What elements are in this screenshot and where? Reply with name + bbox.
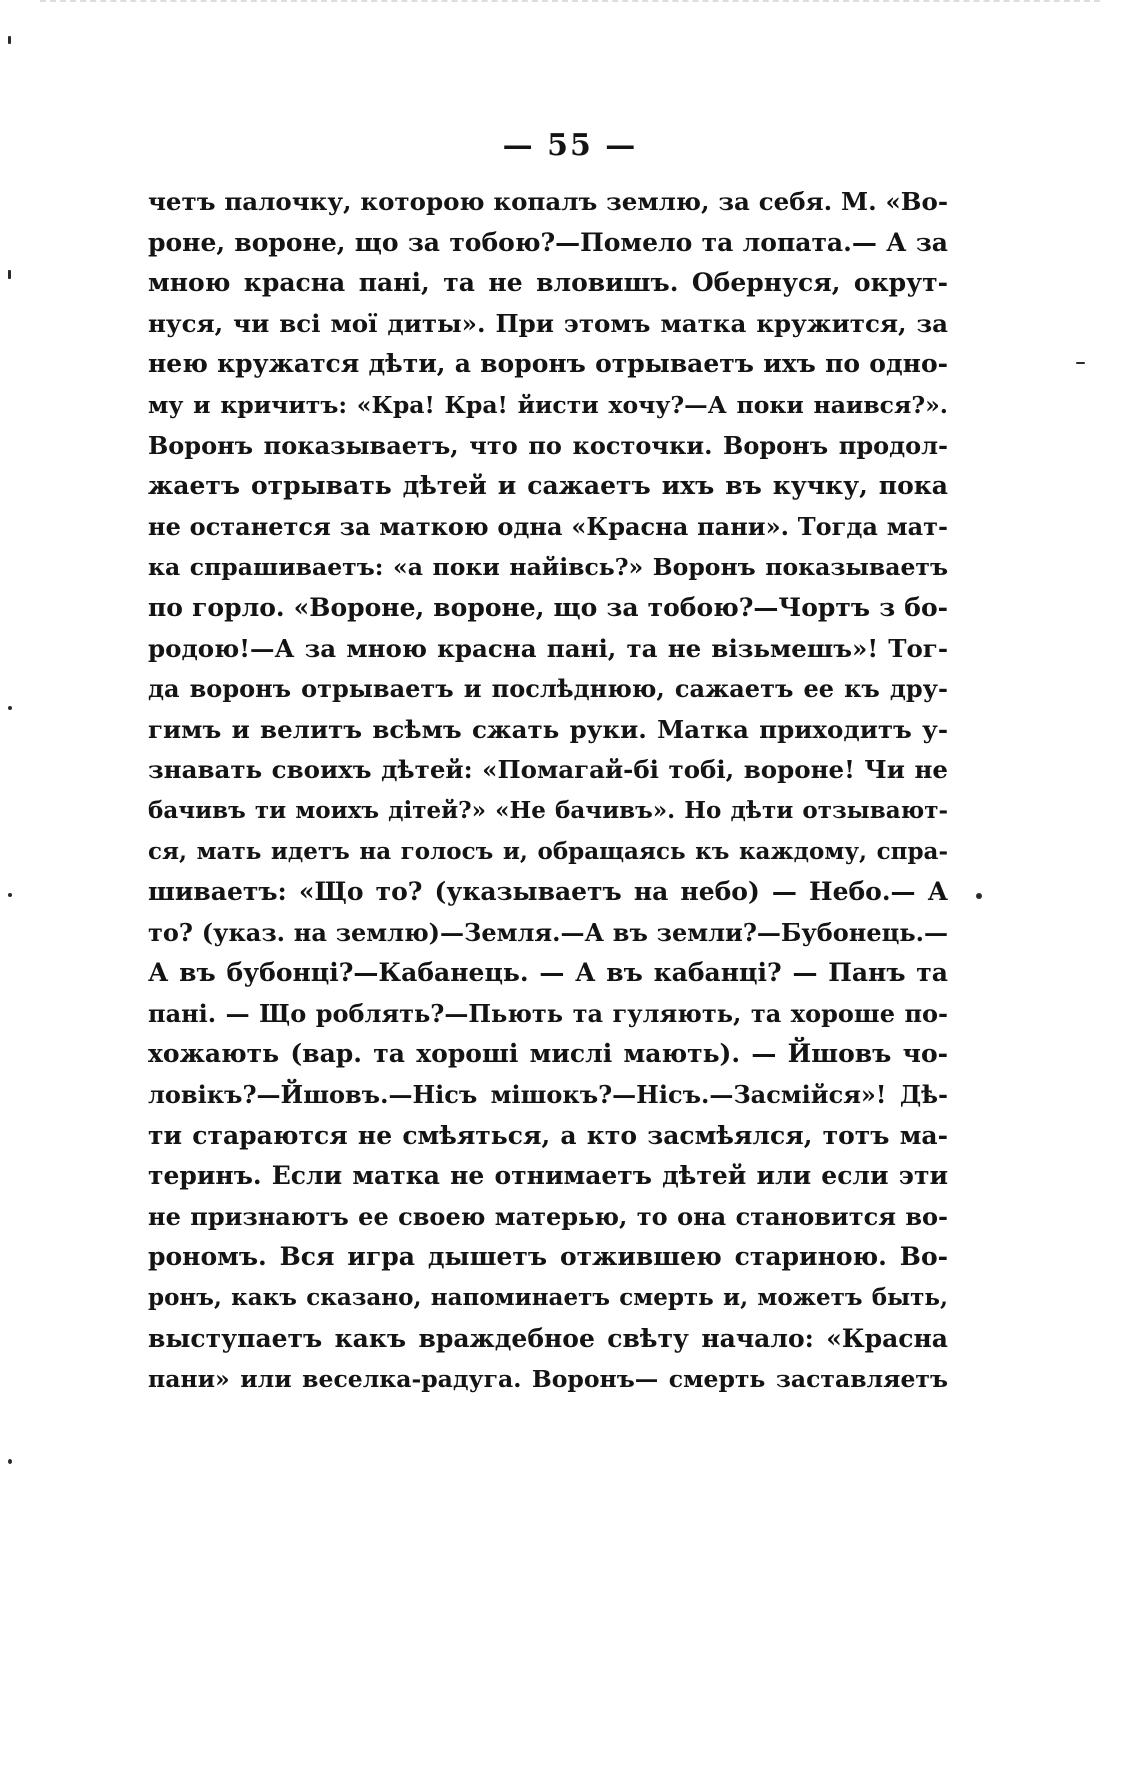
text-line: рономъ. Вся игра дышетъ отжившею стариною. Во- (148, 1242, 948, 1272)
text-line: теринъ. Если матка не отнимаетъ дѣтей или если эти (148, 1161, 948, 1191)
text-line: знавать своихъ дѣтей: «Помагай-бі тобі, вороне! Чи не (148, 755, 948, 785)
text-line: шиваетъ: «Що то? (указываетъ на небо) — Небо.— А (148, 877, 948, 907)
scan-speck (8, 893, 12, 897)
text-line: хожають (вар. та хороші мислі мають). — Йшовъ чо- (148, 1039, 948, 1069)
text-line: ка спрашиваетъ: «а поки найівсь?» Воронъ показываетъ (148, 553, 948, 582)
text-line: гимъ и велитъ всѣмъ сжать руки. Матка приходитъ у- (148, 714, 948, 744)
text-line: нею кружатся дѣти, а воронъ отрываетъ ихъ по одно- (148, 349, 948, 379)
text-line: роне, вороне, що за тобою?—Помело та лопата.— А за (148, 227, 948, 257)
text-line: не останется за маткою одна «Красна пани». Тогда мат- (148, 511, 948, 541)
text-line: выступаетъ какъ враждебное свѣту начало: «Красна (148, 1323, 948, 1353)
scan-speck (8, 1459, 12, 1464)
text-line: ронъ, какъ сказано, напоминаетъ смерть и, можетъ быть, (148, 1284, 948, 1312)
text-line: четъ палочку, которою копалъ землю, за себя. М. «Во- (148, 187, 948, 216)
text-line: пани» или веселка-радуга. Воронъ— смерть заставляетъ (148, 1365, 948, 1394)
scan-speck (8, 270, 11, 279)
scan-edge (40, 0, 1100, 8)
text-line: Воронъ показываетъ, что по косточки. Воронъ продол- (148, 430, 948, 460)
text-line: А въ бубонці?—Кабанець. — А въ кабанці? — Панъ та (148, 958, 948, 988)
text-line: пані. — Що роблять?—Пьють та гуляють, та хороше по- (148, 998, 948, 1028)
text-line: бачивъ ти моихъ дітей?» «Не бачивъ». Но дѣти отзывают- (148, 796, 948, 824)
scan-speck (8, 706, 12, 710)
scan-speck (976, 893, 982, 899)
text-line: по горло. «Вороне, вороне, що за тобою?—Чортъ з бо- (148, 592, 948, 622)
body-text (148, 182, 948, 1400)
text-line: ся, мать идетъ на голосъ и, обращаясь къ каждому, спра- (148, 837, 948, 865)
text-line: не признаютъ ее своею матерью, то она становится во- (148, 1201, 948, 1231)
text-line: да воронъ отрываетъ и послѣднюю, сажаетъ ее къ дру- (148, 674, 948, 704)
text-line: то? (указ. на землю)—Земля.—А въ земли?—Бубонець.— (148, 917, 948, 947)
text-line: ти стараются не смѣяться, а кто засмѣялся, тотъ ма- (148, 1120, 948, 1150)
text-line: жаетъ отрывать дѣтей и сажаетъ ихъ въ кучку, пока (148, 471, 948, 501)
text-line: нуся, чи всі мої диты». При этомъ матка кружится, за (148, 308, 948, 338)
page-number: — 55 — (502, 128, 638, 163)
scan-speck (1076, 362, 1085, 364)
text-line: ловікъ?—Йшовъ.—Нісъ мішокъ?—Нісъ.—Засмійся»! Дѣ- (148, 1080, 948, 1110)
text-line: му и кричитъ: «Кра! Кра! йисти хочу?—А поки наився?». (148, 390, 948, 419)
text-line: мною красна пані, та не вловишъ. Обернуся, окрут- (148, 268, 948, 298)
text-line: родою!—А за мною красна пані, та не візьмешъ»! Тог- (148, 633, 948, 663)
scan-speck (8, 36, 11, 44)
